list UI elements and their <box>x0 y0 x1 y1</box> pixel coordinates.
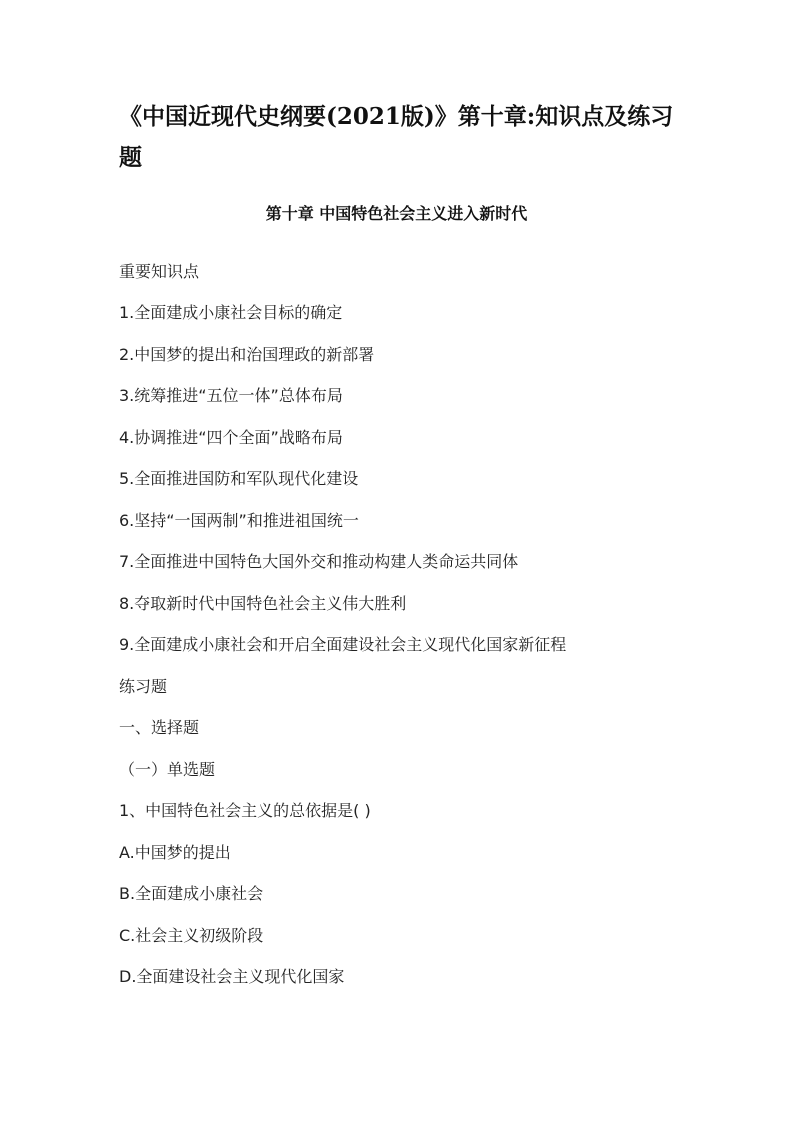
key-points-heading: 重要知识点 <box>119 262 200 281</box>
answer-option: C.社会主义初级阶段 <box>119 926 264 945</box>
exercises-heading: 练习题 <box>119 677 168 696</box>
key-point-item: 3.统筹推进“五位一体”总体布局 <box>119 386 343 405</box>
key-point-item: 5.全面推进国防和军队现代化建设 <box>119 469 359 488</box>
section-heading: 一、选择题 <box>119 718 200 737</box>
subsection-heading: （一）单选题 <box>119 760 216 779</box>
chapter-heading: 第十章 中国特色社会主义进入新时代 <box>265 204 528 223</box>
answer-option: B.全面建成小康社会 <box>119 884 264 903</box>
key-point-item: 9.全面建成小康社会和开启全面建设社会主义现代化国家新征程 <box>119 635 567 654</box>
answer-option: A.中国梦的提出 <box>119 843 231 862</box>
key-point-item: 6.坚持“一国两制”和推进祖国统一 <box>119 511 359 530</box>
question-text: 1、中国特色社会主义的总依据是( ) <box>119 801 371 820</box>
key-point-item: 8.夺取新时代中国特色社会主义伟大胜利 <box>119 594 407 613</box>
key-point-item: 4.协调推进“四个全面”战略布局 <box>119 428 343 447</box>
answer-option: D.全面建设社会主义现代化国家 <box>119 967 345 986</box>
document-title: 《中国近现代史纲要(2021版)》第十章:知识点及练习题 <box>119 103 674 171</box>
key-point-item: 1.全面建成小康社会目标的确定 <box>119 303 343 322</box>
key-point-item: 7.全面推进中国特色大国外交和推动构建人类命运共同体 <box>119 552 519 571</box>
key-point-item: 2.中国梦的提出和治国理政的新部署 <box>119 345 375 364</box>
